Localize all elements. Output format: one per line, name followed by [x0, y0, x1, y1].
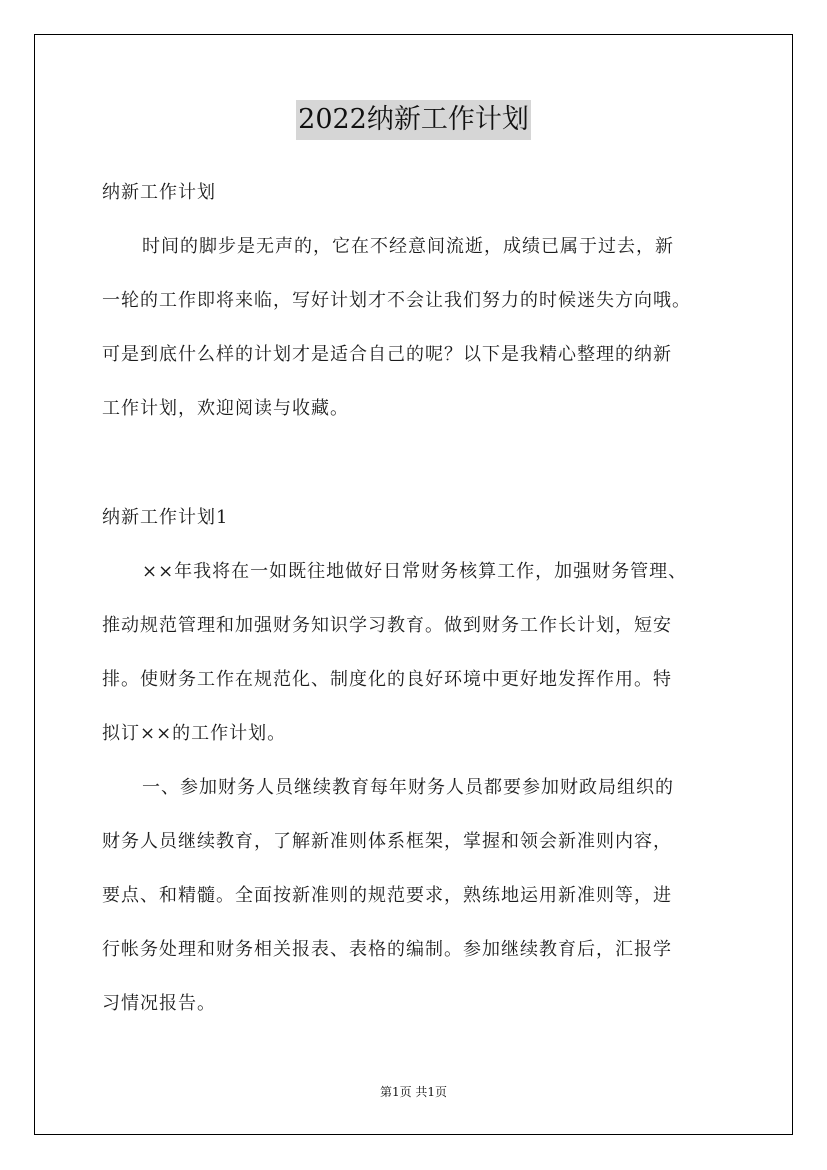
intro-paragraph — [102, 220, 730, 436]
paragraph-1-line: 拟订××的工作计划。 — [102, 723, 287, 744]
paragraph-2 — [102, 761, 730, 1031]
paragraph-1-line: 排。使财务工作在规范化、制度化的良好环境中更好地发挥作用。特 — [102, 669, 672, 690]
paragraph-1-line: ××年我将在一如既往地做好日常财务核算工作，加强财务管理、 — [142, 561, 688, 582]
paragraph-1 — [102, 545, 730, 761]
section-heading-2: 纳新工作计划1 — [102, 507, 229, 528]
intro-line: 时间的脚步是无声的，它在不经意间流逝，成绩已属于过去，新 — [142, 236, 674, 257]
document-title-block — [0, 100, 827, 140]
paragraph-2-line: 一、参加财务人员继续教育每年财务人员都要参加财政局组织的 — [142, 777, 674, 798]
paragraph-2-line: 习情况报告。 — [102, 993, 216, 1014]
page-footer: 第1页 共1页 — [379, 1085, 448, 1099]
paragraph-2-line: 行帐务处理和财务相关报表、表格的编制。参加继续教育后，汇报学 — [102, 939, 672, 960]
intro-line: 一轮的工作即将来临，写好计划才不会让我们努力的时候迷失方向哦。 — [102, 290, 691, 311]
paragraph-2-line: 财务人员继续教育，了解新准则体系框架，掌握和领会新准则内容， — [102, 831, 672, 852]
section-heading-1: 纳新工作计划 — [102, 182, 216, 203]
intro-line: 工作计划，欢迎阅读与收藏。 — [102, 398, 349, 419]
paragraph-1-line: 推动规范管理和加强财务知识学习教育。做到财务工作长计划，短安 — [102, 615, 672, 636]
paragraph-2-line: 要点、和精髓。全面按新准则的规范要求，熟练地运用新准则等，进 — [102, 885, 672, 906]
document-title: 2022纳新工作计划 — [296, 100, 531, 140]
intro-line: 可是到底什么样的计划才是适合自己的呢？以下是我精心整理的纳新 — [102, 344, 672, 365]
